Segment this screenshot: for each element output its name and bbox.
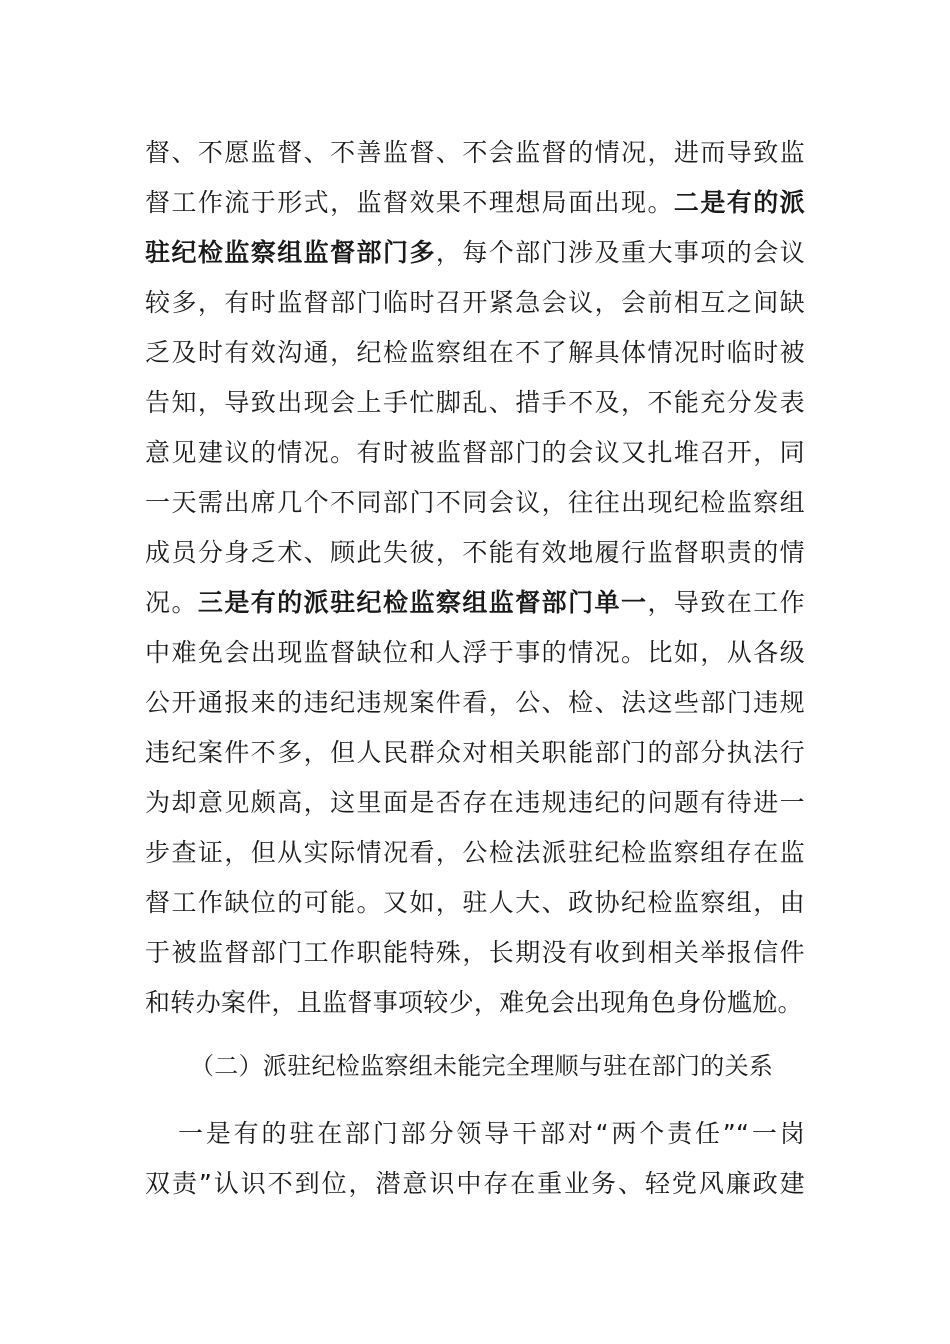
text-line — [145, 378, 805, 428]
text-line-last — [145, 978, 805, 1028]
text-line — [145, 878, 805, 928]
text-segment: 公开通报来的违纪违规案件看，公、检、法这些部门违规 — [145, 688, 805, 717]
bold-text-segment: 驻纪检监察组监督部门多 — [145, 238, 436, 267]
text-segment: 督工作缺位的可能。又如，驻人大、政协纪检监察组，由 — [145, 888, 805, 917]
text-segment: 成员分身乏术、顾此失彼，不能有效地履行监督职责的情 — [145, 538, 805, 567]
text-line — [145, 628, 805, 678]
text-segment: 于被监督部门工作职能特殊，长期没有收到相关举报信件 — [145, 938, 805, 967]
section-heading: （二）派驻纪检监察组未能完全理顺与驻在部门的关系 — [190, 1052, 774, 1080]
text-segment: ，每个部门涉及重大事项的会议 — [435, 238, 805, 267]
bold-text-segment: 三是有的派驻纪检监察组监督部门单一 — [197, 588, 648, 617]
text-line — [145, 778, 805, 828]
text-segment: 况。 — [145, 588, 198, 617]
text-line — [145, 428, 805, 478]
text-line — [145, 228, 805, 278]
text-line — [145, 728, 805, 778]
text-segment: 为却意见颇高，这里面是否存在违规违纪的问题有待进一 — [145, 788, 805, 817]
text-segment: 告知，导致出现会上手忙脚乱、措手不及，不能充分发表 — [145, 388, 805, 417]
text-segment: 督工作流于形式，监督效果不理想局面出现。 — [145, 188, 674, 217]
text-segment: 违纪案件不多，但人民群众对相关职能部门的部分执法行 — [145, 738, 805, 767]
text-segment: 较多，有时监督部门临时召开紧急会议，会前相互之间缺 — [145, 288, 805, 317]
text-line — [145, 328, 805, 378]
text-line — [145, 578, 805, 628]
paragraph-first-line: 一是有的驻在部门部分领导干部对“两个责任”“一岗 — [178, 1119, 805, 1148]
text-segment: 步查证，但从实际情况看，公检法派驻纪检监察组存在监 — [145, 838, 805, 867]
text-line — [145, 528, 805, 578]
text-line — [145, 178, 805, 228]
text-segment: 乏及时有效沟通，纪检监察组在不了解具体情况时临时被 — [145, 338, 805, 367]
text-line: 双责”认识不到位，潜意识中存在重业务、轻党风廉政建 — [145, 1169, 805, 1198]
text-segment: 督、不愿监督、不善监督、不会监督的情况，进而导致监 — [145, 138, 805, 167]
text-segment: 中难免会出现监督缺位和人浮于事的情况。比如，从各级 — [145, 638, 805, 667]
text-segment: ，导致在工作 — [647, 588, 805, 617]
bold-text-segment: 二是有的派 — [673, 188, 805, 217]
text-line — [145, 928, 805, 978]
text-line — [145, 828, 805, 878]
text-line — [145, 128, 805, 178]
text-segment: 和转办案件，且监督事项较少，难免会出现角色身份尴尬。 — [145, 988, 803, 1017]
text-segment: 一天需出席几个不同部门不同会议，往往出现纪检监察组 — [145, 488, 805, 517]
text-line — [145, 278, 805, 328]
text-line — [145, 478, 805, 528]
text-line — [145, 678, 805, 728]
text-segment: 意见建议的情况。有时被监督部门的会议又扎堆召开，同 — [145, 438, 805, 467]
